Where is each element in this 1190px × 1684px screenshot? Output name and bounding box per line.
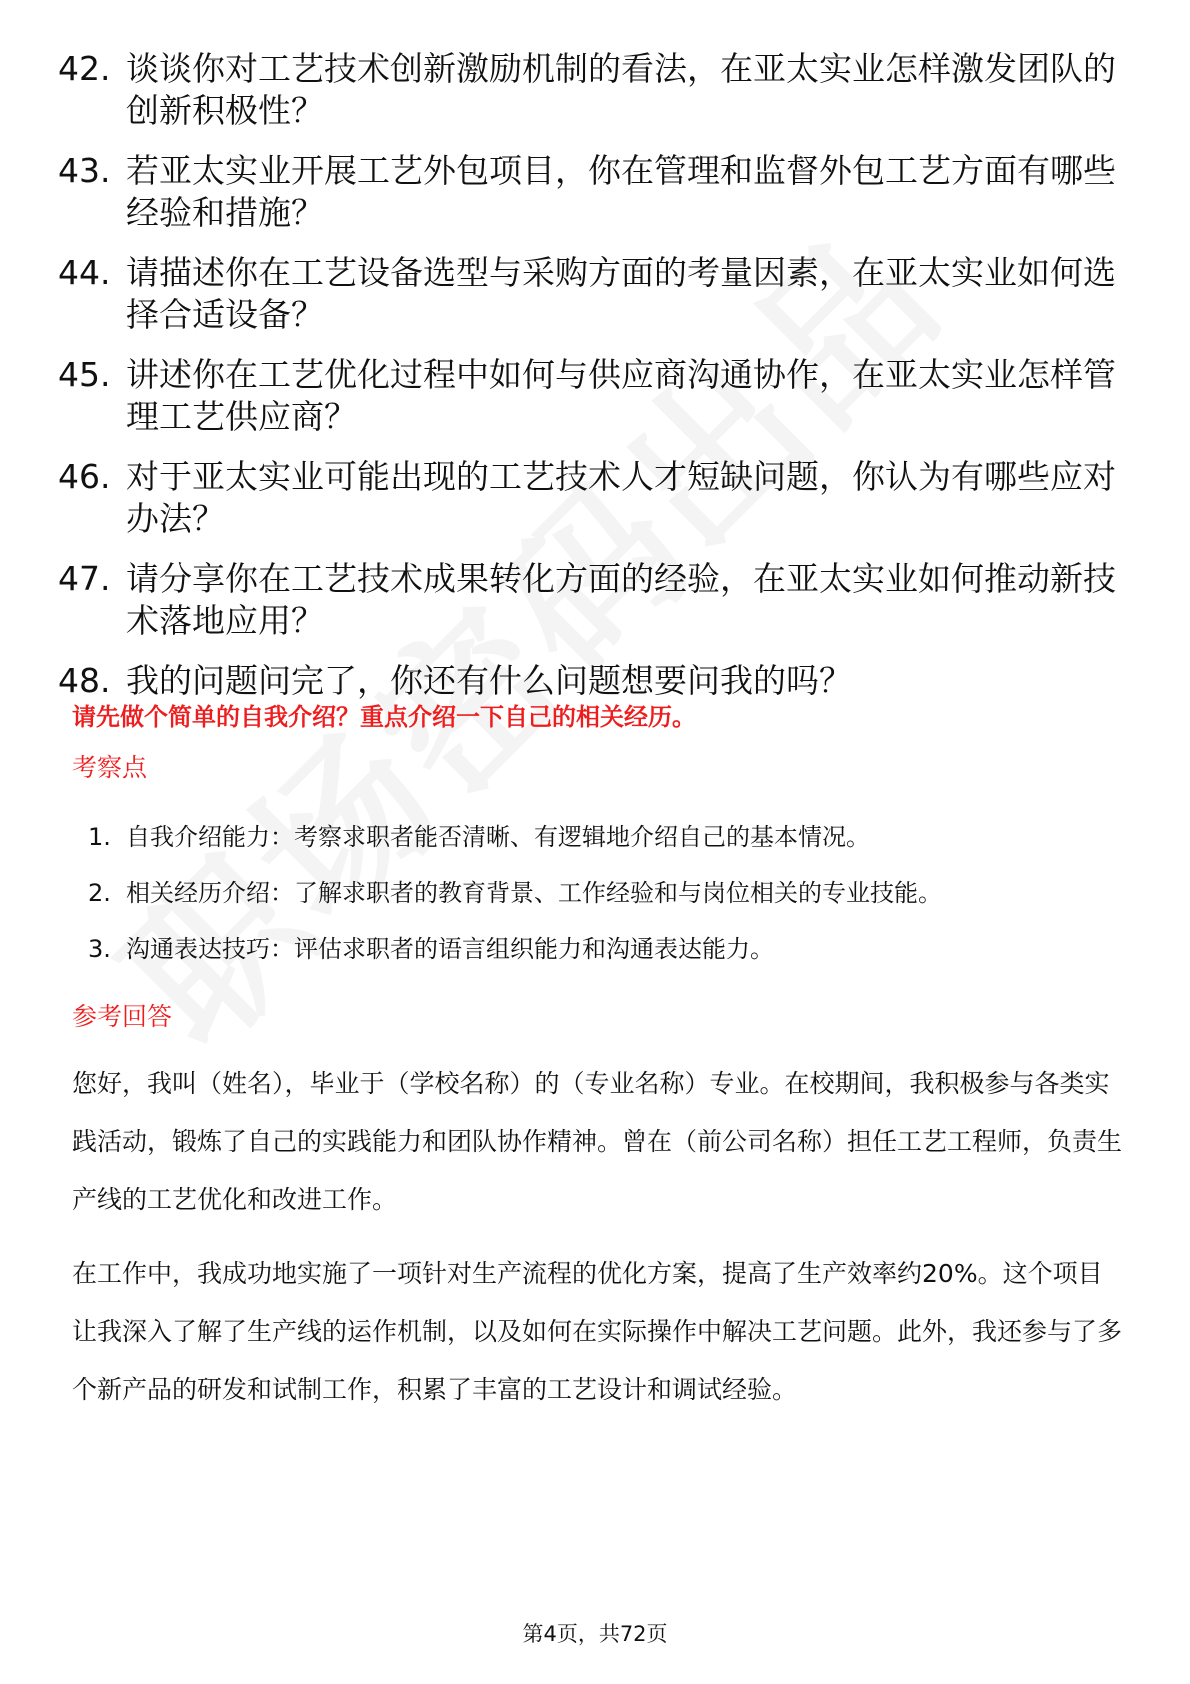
question-text: 请分享你在工艺技术成果转化方面的经验，在亚太实业如何推动新技术落地应用？	[126, 559, 1116, 640]
point-number: 3.	[88, 935, 111, 963]
question-number: 48.	[58, 661, 111, 700]
point-text: 相关经历介绍：了解求职者的教育背景、工作经验和与岗位相关的专业技能。	[126, 879, 942, 907]
question-text: 对于亚太实业可能出现的工艺技术人才短缺问题，你认为有哪些应对办法？	[126, 457, 1116, 538]
question-text: 谈谈你对工艺技术创新激励机制的看法，在亚太实业怎样激发团队的创新积极性？	[126, 49, 1116, 130]
answer-paragraph: 您好，我叫（姓名），毕业于（学校名称）的（专业名称）专业。在校期间，我积极参与各类实践活动，锻炼了自己的实践能力和团队协作精神。曾在（前公司名称）担任工艺工程师，负责生产线的工艺优化和改进工作。	[72, 1069, 1123, 1214]
assessment-point	[88, 932, 1108, 966]
question-list	[58, 48, 1118, 720]
point-text: 自我介绍能力：考察求职者能否清晰、有逻辑地介绍自己的基本情况。	[126, 823, 870, 851]
question-text: 若亚太实业开展工艺外包项目，你在管理和监督外包工艺方面有哪些经验和措施？	[126, 151, 1116, 232]
highlight-question-heading: 请先做个简单的自我介绍？重点介绍一下自己的相关经历。	[72, 703, 696, 731]
question-item	[58, 456, 1118, 540]
question-item	[58, 354, 1118, 438]
answer-paragraph: 在工作中，我成功地实施了一项针对生产流程的优化方案，提高了生产效率约20%。这个项目让我深入了解了生产线的运作机制，以及如何在实际操作中解决工艺问题。此外，我还参与了多个新产品的研发和试制工作，积累了丰富的工艺设计和调试经验。	[72, 1259, 1123, 1404]
question-number: 45.	[58, 355, 111, 394]
question-item	[58, 48, 1118, 132]
question-text: 我的问题问完了，你还有什么问题想要问我的吗？	[126, 661, 852, 700]
question-number: 47.	[58, 559, 111, 598]
question-item	[58, 150, 1118, 234]
question-number: 42.	[58, 49, 111, 88]
reference-label: 参考回答	[72, 1002, 173, 1031]
question-number: 46.	[58, 457, 111, 496]
question-text: 讲述你在工艺优化过程中如何与供应商沟通协作，在亚太实业怎样管理工艺供应商？	[126, 355, 1116, 436]
assessment-point	[88, 876, 1108, 910]
page-footer: 第4页，共72页	[522, 1622, 668, 1646]
assessment-label: 考察点	[72, 753, 148, 782]
question-number: 43.	[58, 151, 111, 190]
question-item	[58, 660, 1118, 702]
point-number: 2.	[88, 879, 111, 907]
assessment-points	[88, 820, 1108, 988]
point-text: 沟通表达技巧：评估求职者的语言组织能力和沟通表达能力。	[126, 935, 774, 963]
question-item	[58, 558, 1118, 642]
assessment-point	[88, 820, 1108, 854]
question-item	[58, 252, 1118, 336]
question-number: 44.	[58, 253, 111, 292]
question-text: 请描述你在工艺设备选型与采购方面的考量因素，在亚太实业如何选择合适设备？	[126, 253, 1116, 334]
point-number: 1.	[88, 823, 111, 851]
